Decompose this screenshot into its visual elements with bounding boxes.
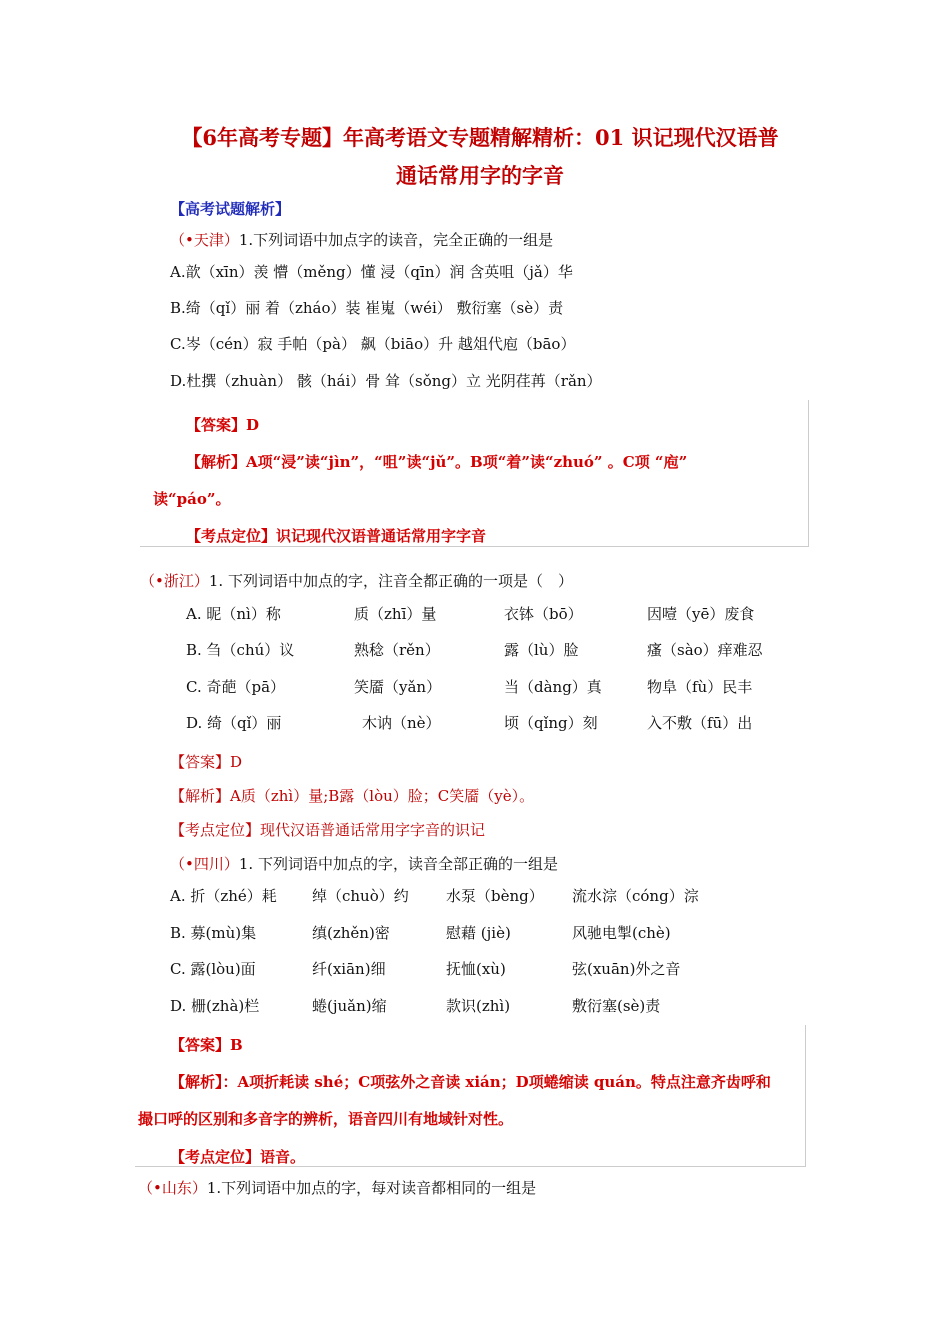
q3-answer: 【答案】B [170,1036,243,1054]
q1-option-a: A.歆（xīn）羡 懵（měng）懂 浸（qīn）润 含英咀（jǎ）华 [170,263,573,281]
q4-stem [138,1177,536,1198]
q2-row-b-col2: 熟稔（rěn） [354,641,440,659]
q1-answer: 【答案】D [186,416,260,434]
q3-analysis-line1: 【解析】：A项折耗读 shé；C项弦外之音读 xián；D项蜷缩读 quán。特点注意齐齿呼和 [170,1073,771,1091]
q2-answer: 【答案】D [170,753,243,771]
q2-source: （•浙江） [140,572,209,590]
q3-stem [170,853,558,874]
q3-row-a-col3: 水泵（bèng） [446,887,544,905]
document-title-line1: 【6年高考专题】年高考语文专题精解精析：01 识记现代汉语普 [181,125,779,150]
q2-row-d-col3: 顷（qǐng）刻 [504,714,598,732]
q2-row-a-col4: 因噎（yē）废食 [647,605,755,623]
q3-row-a-col1: A. 折（zhé）耗 [170,887,277,905]
q2-row-b-col1: B. 刍（chú）议 [186,641,295,659]
q1-option-b: B.绮（qǐ）丽 着（zháo）装 崔嵬（wéi） 敷衍塞（sè）责 [170,299,564,317]
q1-option-c: C.岑（cén）寂 手帕（pà） 飙（biāo）升 越俎代庖（bāo） [170,335,576,353]
q2-row-b-col3: 露（lù）脸 [504,641,579,659]
q1-analysis-line1: 【解析】A项“浸”读“jìn”，“咀”读“jǔ”。B项“着”读“zhuó” 。C项 “庖” [186,453,688,471]
q2-stem [140,570,573,591]
q1-analysis-line2: 读“páo”。 [153,490,231,508]
q3-row-c-col1: C. 露(lòu)面 [170,960,256,978]
q3-analysis-line2: 撮口呼的区别和多音字的辨析，语音四川有地域针对性。 [138,1110,514,1128]
q3-source: （•四川） [170,855,239,873]
q3-row-d-col3: 款识(zhì) [446,997,511,1015]
q3-row-b-col1: B. 募(mù)集 [170,924,257,942]
q2-row-c-col2: 笑靥（yǎn） [354,678,442,696]
q3-row-a-col2: 绰（chuò）约 [312,887,409,905]
q2-row-a-col2: 质（zhī）量 [354,605,437,623]
q1-option-d: D.杜撰（zhuàn） 骸（hái）骨 耸（sǒng）立 光阴荏苒（rǎn） [170,372,602,390]
q2-point: 【考点定位】现代汉语普通话常用字字音的识记 [170,821,486,839]
q2-stem-text: 1. 下列词语中加点的字，注音全都正确的一项是（ ） [208,572,573,590]
q2-row-b-col4: 瘙（sào）痒难忍 [647,641,763,659]
q2-row-d-col1: D. 绮（qǐ）丽 [186,714,282,732]
q1-stem [170,229,553,250]
q4-stem-text: 1.下列词语中加点的字，每对读音都相同的一组是 [206,1179,537,1197]
q3-row-d-col4: 敷衍塞(sè)责 [572,997,661,1015]
q3-row-c-col4: 弦(xuān)外之音 [572,960,681,978]
q1-source: （•天津） [170,231,239,249]
q2-row-c-col4: 物阜（fù）民丰 [647,678,753,696]
q2-row-c-col3: 当（dàng）真 [504,678,602,696]
document-title-line2: 通话常用字的字音 [396,163,564,188]
q1-point: 【考点定位】识记现代汉语普通话常用字字音 [186,527,487,545]
q3-row-d-col2: 蜷(juǎn)缩 [312,997,387,1015]
q4-source: （•山东） [138,1179,207,1197]
q2-row-d-col4: 入不敷（fū）出 [647,714,753,732]
q3-row-b-col2: 缜(zhěn)密 [312,924,390,942]
q2-analysis: 【解析】A质（zhì）量;B露（lòu）脸；C笑靥（yè）。 [170,787,535,805]
q3-stem-text: 1. 下列词语中加点的字，读音全部正确的一组是 [238,855,558,873]
q3-row-d-col1: D. 栅(zhà)栏 [170,997,260,1015]
q2-row-c-col1: C. 奇葩（pā） [186,678,286,696]
q3-row-c-col3: 抚恤(xù) [446,960,506,978]
q3-row-c-col2: 纤(xiān)细 [312,960,386,978]
q3-row-b-col4: 风驰电掣(chè) [572,924,671,942]
q3-row-a-col4: 流水淙（cóng）淙 [572,887,699,905]
q3-row-b-col3: 慰藉 (jiè) [446,924,511,942]
q2-row-d-col2: 木讷（nè） [362,714,441,732]
q2-row-a-col3: 衣钵（bō） [504,605,583,623]
q3-point: 【考点定位】语音。 [170,1148,306,1166]
q2-row-a-col1: A. 昵（nì）称 [186,605,281,623]
section-heading: 【高考试题解析】 [170,200,291,218]
q1-stem-text: 1.下列词语中加点字的读音，完全正确的一组是 [238,231,554,249]
